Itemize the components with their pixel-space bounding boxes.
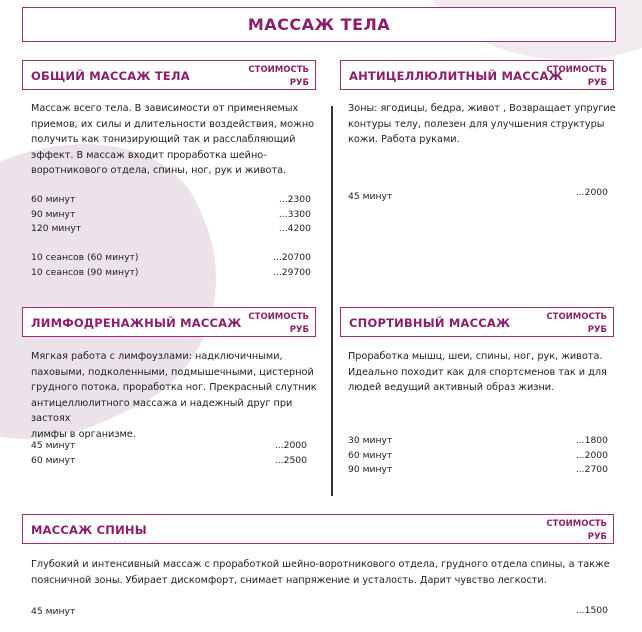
package-duration: 10 сеансов (60 минут) [31, 252, 139, 263]
section-header-anticellulite [340, 60, 614, 90]
cost-label-line2: РУБ [289, 78, 309, 88]
description-line: Массаж всего тела. В зависимости от применяемых [31, 103, 299, 114]
price-value: ...1800 [575, 435, 608, 446]
cost-label-line2: РУБ [289, 325, 309, 335]
price-row [31, 454, 307, 469]
price-row [348, 463, 608, 478]
description-line: Зоны: ягодицы, бедра, живот , Возвращает упругие [348, 103, 616, 114]
price-duration: 60 минут [31, 454, 76, 466]
section-title-general: ОБЩИЙ МАССАЖ ТЕЛА [31, 69, 190, 83]
price-value: ...3300 [278, 208, 311, 220]
description-line: воротникового отдела, спины, ног, рук и живота. [31, 165, 287, 176]
cost-label-line2: РУБ [587, 325, 607, 335]
section-description-general [31, 101, 321, 179]
price-row [31, 222, 311, 237]
section-title-sport: СПОРТИВНЫЙ МАССАЖ [349, 316, 511, 330]
price-row [31, 604, 608, 619]
section-header-lymph [22, 307, 316, 337]
description-line: антицеллюлитного массажа и надежный друг при застоях [31, 397, 293, 424]
price-value: ...1500 [575, 605, 608, 616]
package-value: ...20700 [273, 252, 311, 263]
price-value: ...2000 [575, 449, 608, 461]
section-title-back: МАССАЖ СПИНЫ [31, 523, 147, 537]
price-duration: 90 минут [348, 464, 393, 475]
cost-label-line2: РУБ [587, 78, 607, 88]
price-value: ...2300 [278, 194, 311, 205]
price-duration: 45 минут [31, 606, 76, 617]
section-header-general [22, 60, 316, 90]
price-duration: 45 минут [31, 440, 76, 451]
description-line: Глубокий и интенсивный массаж с проработкой шейно-воротникового отдела, грудного отдела спины, а также [31, 559, 610, 570]
description-line: людей ведущий активный образ жизни. [348, 382, 555, 393]
description-line: Идеально походит как для спортсменов так и для [348, 366, 607, 378]
price-list-lymph [31, 439, 307, 468]
section-description-anticellulite [348, 101, 618, 148]
package-value: ...29700 [273, 266, 311, 278]
price-value: ...2700 [575, 464, 608, 475]
description-line: поясничной зоны. Убирает дискомфорт, снимает напряжение и усталость. Дарит чувство легкости. [31, 574, 547, 586]
cost-label-anticellulite [546, 64, 607, 90]
price-duration: 30 минут [348, 435, 393, 446]
price-row [31, 439, 307, 454]
section-title-lymph: ЛИМФОДРЕНАЖНЫЙ МАССАЖ [31, 316, 242, 330]
description-line: контуры телу, полезен для улучшения структуры [348, 118, 605, 130]
page-title [22, 7, 616, 42]
description-line: приемов, их силы и длительности воздействия, можно [31, 118, 315, 130]
section-description-lymph [31, 349, 326, 442]
cost-label-line1: СТОИМОСТЬ [546, 65, 607, 75]
description-line: грудного потока, проработка ног. Прекрасный слутник [31, 382, 317, 393]
price-duration: 60 минут [31, 194, 76, 205]
price-list-general [31, 193, 311, 237]
price-value: ...2500 [274, 454, 307, 466]
section-header-back [22, 514, 614, 544]
description-line: Мягкая работа с лимфоузлами: надключичными, [31, 351, 283, 362]
price-row [31, 193, 311, 208]
price-duration: 60 минут [348, 449, 393, 461]
price-duration: 90 минут [31, 208, 76, 220]
cost-label-line1: СТОИМОСТЬ [546, 312, 607, 322]
description-line: кожи. Работа руками. [348, 134, 460, 145]
price-row [31, 208, 311, 223]
price-row [348, 186, 608, 201]
section-header-sport [340, 307, 614, 337]
description-line: лимфы в организме. [31, 428, 136, 440]
price-value: ...4200 [278, 223, 311, 234]
package-row [31, 251, 311, 266]
price-list-anticellulite [348, 186, 608, 201]
price-value: ...2000 [575, 187, 608, 198]
cost-label-line1: СТОИМОСТЬ [546, 519, 607, 529]
price-duration: 120 минут [31, 223, 82, 234]
cost-label-sport [546, 311, 607, 337]
cost-label-line1: СТОИМОСТЬ [248, 312, 309, 322]
description-line: Проработка мышц, шеи, спины, ног, рук, живота. [348, 351, 603, 362]
section-description-sport [348, 349, 618, 396]
description-line: получить как тонизирующий так и расслабляющий [31, 134, 296, 145]
cost-label-line1: СТОИМОСТЬ [248, 65, 309, 75]
description-line: паховыми, подколенными, подмышечными, цистерной [31, 366, 314, 378]
page-title-text: МАССАЖ ТЕЛА [247, 15, 391, 34]
cost-label-general [248, 64, 309, 90]
cost-label-line2: РУБ [587, 532, 607, 542]
price-row [348, 434, 608, 449]
section-description-back [31, 557, 631, 588]
price-duration: 45 минут [348, 191, 393, 202]
description-line: эффект. В массаж входит проработка шейно- [31, 149, 267, 161]
cost-label-lymph [248, 311, 309, 337]
price-row [348, 449, 608, 464]
price-list-sport [348, 434, 608, 478]
package-duration: 10 сеансов (90 минут) [31, 266, 139, 278]
price-list-back [31, 604, 608, 619]
column-divider [331, 106, 333, 496]
price-value: ...2000 [274, 440, 307, 451]
cost-label-back [546, 518, 607, 544]
section-title-anticellulite: АНТИЦЕЛЛЮЛИТНЫЙ МАССАЖ [349, 69, 563, 83]
package-row [31, 266, 311, 281]
package-list-general [31, 251, 311, 280]
